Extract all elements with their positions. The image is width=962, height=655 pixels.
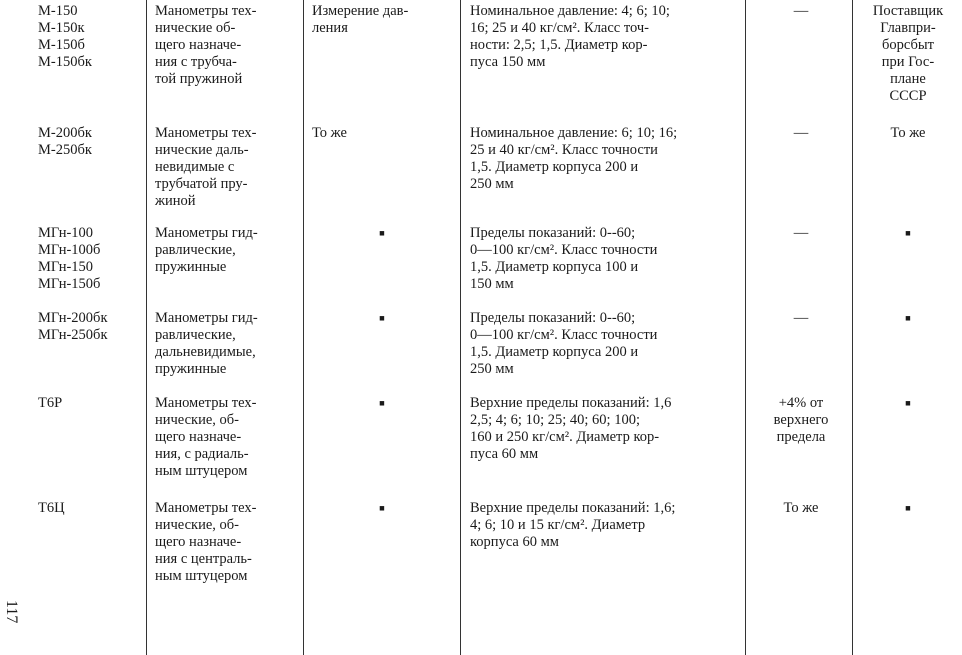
text-line: при Гос- (881, 54, 935, 70)
spec-cell (470, 125, 736, 193)
text-line: щего назначе- (155, 534, 242, 550)
text-line: ния, с радиаль- (155, 446, 249, 462)
text-line: 250 мм (470, 361, 514, 377)
ditto-mark: ▪ (904, 393, 912, 413)
text-line: равлические, (155, 242, 236, 258)
error-text: — (793, 125, 809, 141)
spec-cell (470, 225, 736, 293)
text-line: 2,5; 4; 6; 10; 25; 40; 60; 100; (470, 412, 640, 428)
text-line: Пределы показаний: 0--60; (470, 225, 636, 241)
text-line: ления (312, 20, 348, 36)
text-line: 160 и 250 кг/см². Диаметр кор- (470, 429, 660, 445)
ditto-mark: ▪ (378, 498, 386, 518)
text-line: нические, об- (155, 517, 239, 533)
spec-cell (470, 395, 736, 463)
text-line: ности: 2,5; 1,5. Диаметр кор- (470, 37, 648, 53)
text-line: 0—100 кг/см². Класс точности (470, 327, 658, 343)
text-line: Измерение дав- (312, 3, 409, 19)
text-line: Номинальное давление: 4; 6; 10; (470, 3, 670, 19)
text-line: Т6Ц (38, 500, 65, 516)
text-line: 1,5. Диаметр корпуса 100 и (470, 259, 639, 275)
error-cell (756, 395, 846, 446)
text-line: Главпри- (880, 20, 936, 36)
ditto-mark: ▪ (904, 308, 912, 328)
error-text: — (793, 310, 809, 326)
text-line: корпуса 60 мм (470, 534, 559, 550)
text-line: трубчатой пру- (155, 176, 248, 192)
error-cell (756, 225, 846, 242)
text-line: Номинальное давление: 6; 10; 16; (470, 125, 678, 141)
text-line: Верхние пределы показаний: 1,6; (470, 500, 676, 516)
text-line: пуса 150 мм (470, 54, 546, 70)
text-line: М-200бк (38, 125, 92, 141)
ditto-mark: ▪ (378, 393, 386, 413)
text-line: нические об- (155, 20, 236, 36)
text-line: 0—100 кг/см². Класс точности (470, 242, 658, 258)
text-line: дальневидимые, (155, 344, 256, 360)
error-text: То же (783, 500, 819, 516)
text-line: МГн-100б (38, 242, 101, 258)
text-line: М-150бк (38, 54, 92, 70)
name-cell (155, 3, 289, 88)
supplier-cell (862, 3, 954, 105)
name-cell (155, 500, 289, 585)
text-line: 1,5. Диаметр корпуса 200 и (470, 344, 639, 360)
text-line: Манометры тех- (155, 395, 257, 411)
name-cell (155, 395, 289, 480)
supplier-cell (862, 310, 954, 327)
model-cell (38, 310, 138, 344)
text-line: Манометры тех- (155, 125, 257, 141)
error-cell (756, 125, 846, 142)
column-divider (852, 0, 853, 655)
text-line: щего назначе- (155, 429, 242, 445)
supplier-cell (862, 125, 954, 142)
text-line: Пределы показаний: 0--60; (470, 310, 636, 326)
text-line: нические, об- (155, 412, 239, 428)
text-line: Верхние пределы показаний: 1,6 (470, 395, 672, 411)
name-cell (155, 310, 289, 378)
supplier-cell (862, 500, 954, 517)
text-line: той пружиной (155, 71, 243, 87)
model-cell (38, 395, 138, 412)
ditto-mark: ▪ (378, 223, 386, 243)
text-line: ным штуцером (155, 463, 248, 479)
name-cell (155, 225, 289, 276)
spec-cell (470, 3, 736, 71)
text-line: М-150 (38, 3, 78, 19)
ditto-mark: ▪ (904, 223, 912, 243)
text-line: 1,5. Диаметр корпуса 200 и (470, 159, 639, 175)
purpose-cell (312, 500, 452, 517)
model-cell (38, 3, 138, 71)
purpose-cell (312, 125, 452, 142)
text-line: Поставщик (872, 3, 944, 19)
text-line: ния с трубча- (155, 54, 237, 70)
text-line: МГн-100 (38, 225, 94, 241)
error-text: +4% от верхнего предела (773, 395, 829, 445)
error-cell (756, 310, 846, 327)
text-line: ния с централь- (155, 551, 252, 567)
name-cell (155, 125, 289, 210)
text-line: борсбыт (882, 37, 934, 53)
text-line: жиной (155, 193, 196, 209)
text-line: М-150к (38, 20, 85, 36)
model-cell (38, 500, 138, 517)
text-line: равлические, (155, 327, 236, 343)
text-line: плане (890, 71, 926, 87)
page-number: 117 (3, 600, 20, 624)
supplier-cell (862, 225, 954, 242)
error-cell (756, 500, 846, 517)
error-cell (756, 3, 846, 20)
text-line: М-250бк (38, 142, 92, 158)
column-divider (146, 0, 147, 655)
text-line: щего назначе- (155, 37, 242, 53)
purpose-cell (312, 3, 452, 37)
text-line: 16; 25 и 40 кг/см². Класс точ- (470, 20, 649, 36)
text-line: СССР (889, 88, 927, 104)
ditto-mark: ▪ (904, 498, 912, 518)
supplier-cell (862, 395, 954, 412)
text-line: То же (312, 125, 347, 141)
column-divider (460, 0, 461, 655)
error-text: — (793, 3, 809, 19)
text-line: То же (890, 125, 926, 141)
text-line: Манометры гид- (155, 310, 258, 326)
error-text: — (793, 225, 809, 241)
text-line: МГн-150б (38, 276, 101, 292)
text-line: нические даль- (155, 142, 249, 158)
text-line: 150 мм (470, 276, 514, 292)
purpose-cell (312, 395, 452, 412)
model-cell (38, 125, 138, 159)
text-line: невидимые с (155, 159, 235, 175)
text-line: ным штуцером (155, 568, 248, 584)
text-line: 250 мм (470, 176, 514, 192)
text-line: МГн-200бк (38, 310, 108, 326)
text-line: МГн-250бк (38, 327, 108, 343)
text-line: 25 и 40 кг/см². Класс точности (470, 142, 658, 158)
text-line: пружинные (155, 259, 227, 275)
column-divider (745, 0, 746, 655)
text-line: Манометры тех- (155, 500, 257, 516)
text-line: МГн-150 (38, 259, 94, 275)
text-line: пуса 60 мм (470, 446, 539, 462)
text-line: Т6Р (38, 395, 63, 411)
spec-cell (470, 310, 736, 378)
text-line: Манометры гид- (155, 225, 258, 241)
purpose-cell (312, 310, 452, 327)
purpose-cell (312, 225, 452, 242)
text-line: Манометры тех- (155, 3, 257, 19)
spec-cell (470, 500, 736, 551)
text-line: 4; 6; 10 и 15 кг/см². Диаметр (470, 517, 646, 533)
text-line: пружинные (155, 361, 227, 377)
model-cell (38, 225, 138, 293)
ditto-mark: ▪ (378, 308, 386, 328)
column-divider (303, 0, 304, 655)
text-line: М-150б (38, 37, 85, 53)
